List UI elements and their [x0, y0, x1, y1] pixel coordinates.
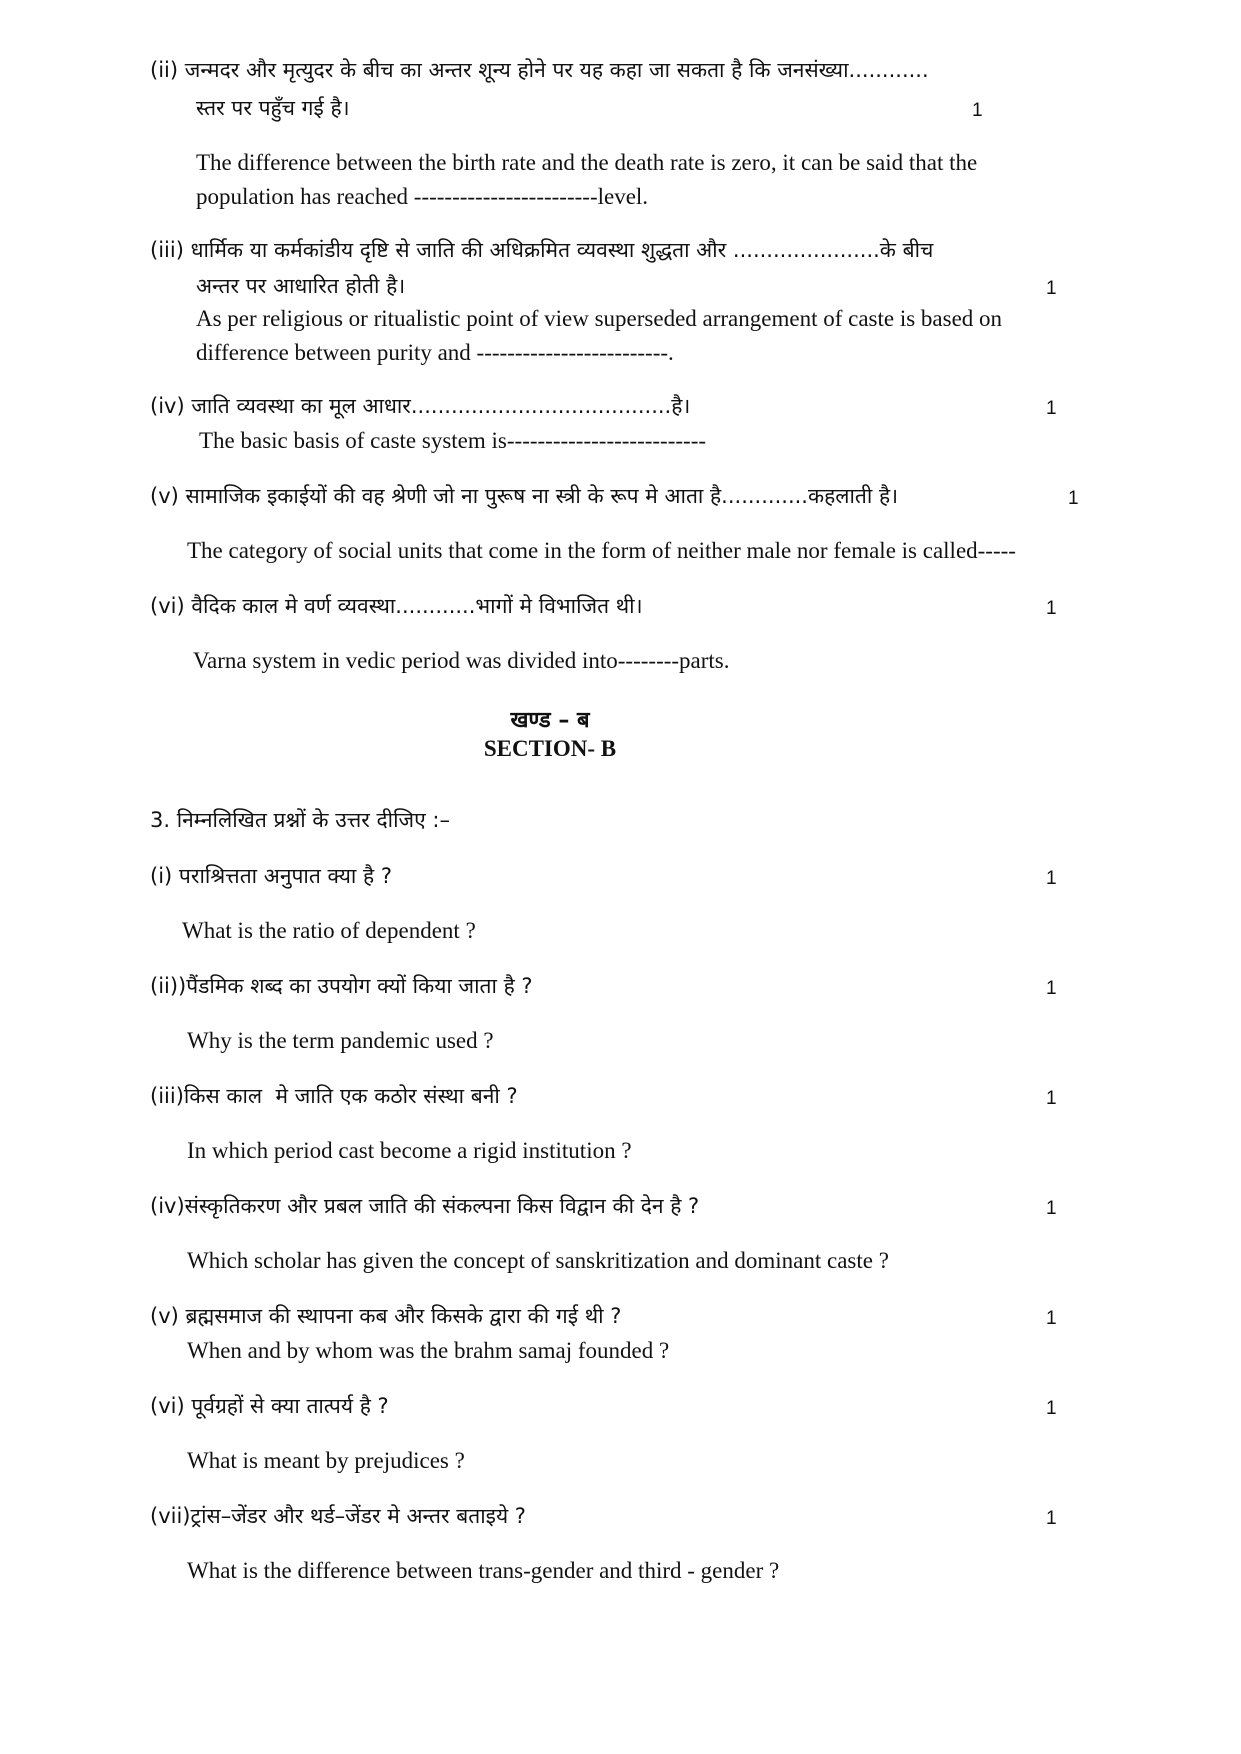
- question-6-hindi: [150, 592, 643, 620]
- question-number: (iv): [150, 1194, 185, 1218]
- question-b5-english: When and by whom was the brahm samaj founded ?: [187, 1338, 670, 1363]
- question-b3-english: In which period cast become a rigid institution ?: [187, 1138, 632, 1163]
- question-b2-hindi: [150, 972, 533, 1000]
- question-number: (iii): [150, 238, 184, 262]
- question-b4-english: Which scholar has given the concept of sanskritization and dominant caste ?: [187, 1248, 889, 1273]
- marks-label: 1: [1046, 1508, 1057, 1529]
- marks-label: 1: [1046, 978, 1057, 999]
- question-text-hindi: ब्रह्मसमाज की स्थापना कब और किसके द्वारा की गई थी ?: [185, 1304, 622, 1328]
- question-2-hindi-line-1: [150, 56, 929, 84]
- section-heading-english: SECTION- B: [483, 736, 617, 761]
- question-number: (vii): [150, 1504, 191, 1528]
- question-2-english-line-1: The difference between the birth rate and the death rate is zero, it can be said that the: [196, 150, 978, 175]
- question-number: (ii): [150, 58, 179, 82]
- question-2-hindi-line-2: स्तर पर पहुँच गई है।: [196, 96, 350, 120]
- question-4-english: The basic basis of caste system is--------------------------: [199, 428, 707, 453]
- marks-label: 1: [1068, 488, 1079, 509]
- question-6-english: Varna system in vedic period was divided into--------parts.: [193, 648, 730, 673]
- question-text-hindi: ट्रांस–जेंडर और थर्ड–जेंडर मे अन्तर बताइये ?: [190, 1504, 526, 1528]
- question-number: (ii)): [150, 974, 187, 998]
- question-b7-hindi: [150, 1502, 526, 1530]
- question-number: (i): [150, 864, 173, 888]
- question-text-hindi: धार्मिक या कर्मकांडीय दृष्टि से जाति की अधिक्रमित व्यवस्था शुद्धता और ......................के बीच: [190, 238, 934, 262]
- question-b5-hindi: [150, 1302, 621, 1330]
- marks-label: 1: [1046, 278, 1057, 299]
- question-3-hindi-line-2: अन्तर पर आधारित होती है।: [196, 274, 406, 298]
- question-b6-english: What is meant by prejudices ?: [187, 1448, 465, 1473]
- question-4-hindi: [150, 392, 690, 420]
- question-b7-english: What is the difference between trans-gender and third - gender ?: [187, 1558, 780, 1583]
- marks-label: 1: [1046, 1398, 1057, 1419]
- question-text-hindi: पराश्रित्तता अनुपात क्या है ?: [178, 864, 392, 888]
- question-number: (iv): [150, 394, 185, 418]
- question-text-hindi: वैदिक काल मे वर्ण व्यवस्था............भागों मे विभाजित थी।: [191, 594, 643, 618]
- marks-label: 1: [972, 100, 983, 121]
- marks-label: 1: [1046, 1198, 1057, 1219]
- question-text-hindi: किस काल मे जाति एक कठोर संस्था बनी ?: [183, 1084, 518, 1108]
- question-number: (iii): [150, 1084, 184, 1108]
- question-text-hindi: पैंडमिक शब्द का उपयोग क्यों किया जाता है ?: [186, 974, 533, 998]
- question-text-hindi: जन्मदर और मृत्युदर के बीच का अन्तर शून्य होने पर यह कहा जा सकता है कि जनसंख्या............: [184, 58, 929, 82]
- question-number: (vi): [150, 594, 185, 618]
- question-3-english-line-1: As per religious or ritualistic point of view superseded arrangement of caste is based on: [196, 306, 1003, 331]
- question-number: (v): [150, 484, 179, 508]
- question-5-english: The category of social units that come in the form of neither male nor female is called-----: [187, 538, 1016, 563]
- section-instruction: 3. निम्नलिखित प्रश्नों के उत्तर दीजिए :–: [150, 808, 450, 832]
- marks-label: 1: [1046, 398, 1057, 419]
- question-b6-hindi: [150, 1392, 389, 1420]
- marks-label: 1: [1046, 1088, 1057, 1109]
- question-5-hindi: [150, 482, 898, 510]
- question-number: (vi): [150, 1394, 185, 1418]
- question-b3-hindi: [150, 1082, 518, 1110]
- question-b4-hindi: [150, 1192, 699, 1220]
- question-b1-english: What is the ratio of dependent ?: [182, 918, 476, 943]
- question-3-english-line-2: difference between purity and -------------------------.: [196, 340, 674, 365]
- question-text-hindi: सामाजिक इकाईयों की वह श्रेणी जो ना पुरूष ना स्त्री के रूप मे आता है.............कहलाती है।: [185, 484, 899, 508]
- marks-label: 1: [1046, 598, 1057, 619]
- question-3-hindi-line-1: [150, 236, 933, 264]
- question-b1-hindi: [150, 862, 392, 890]
- question-number: (v): [150, 1304, 179, 1328]
- question-text-hindi: पूर्वग्रहों से क्या तात्पर्य है ?: [191, 1394, 389, 1418]
- question-text-hindi: जाति व्यवस्था का मूल आधार.......................................है।: [191, 394, 691, 418]
- question-2-english-line-2: population has reached ------------------------level.: [196, 184, 649, 209]
- question-text-hindi: संस्कृतिकरण और प्रबल जाति की संकल्पना किस विद्वान की देन है ?: [184, 1194, 700, 1218]
- marks-label: 1: [1046, 1308, 1057, 1329]
- question-b2-english: Why is the term pandemic used ?: [187, 1028, 494, 1053]
- section-heading-hindi: खण्ड – ब: [510, 708, 590, 733]
- marks-label: 1: [1046, 868, 1057, 889]
